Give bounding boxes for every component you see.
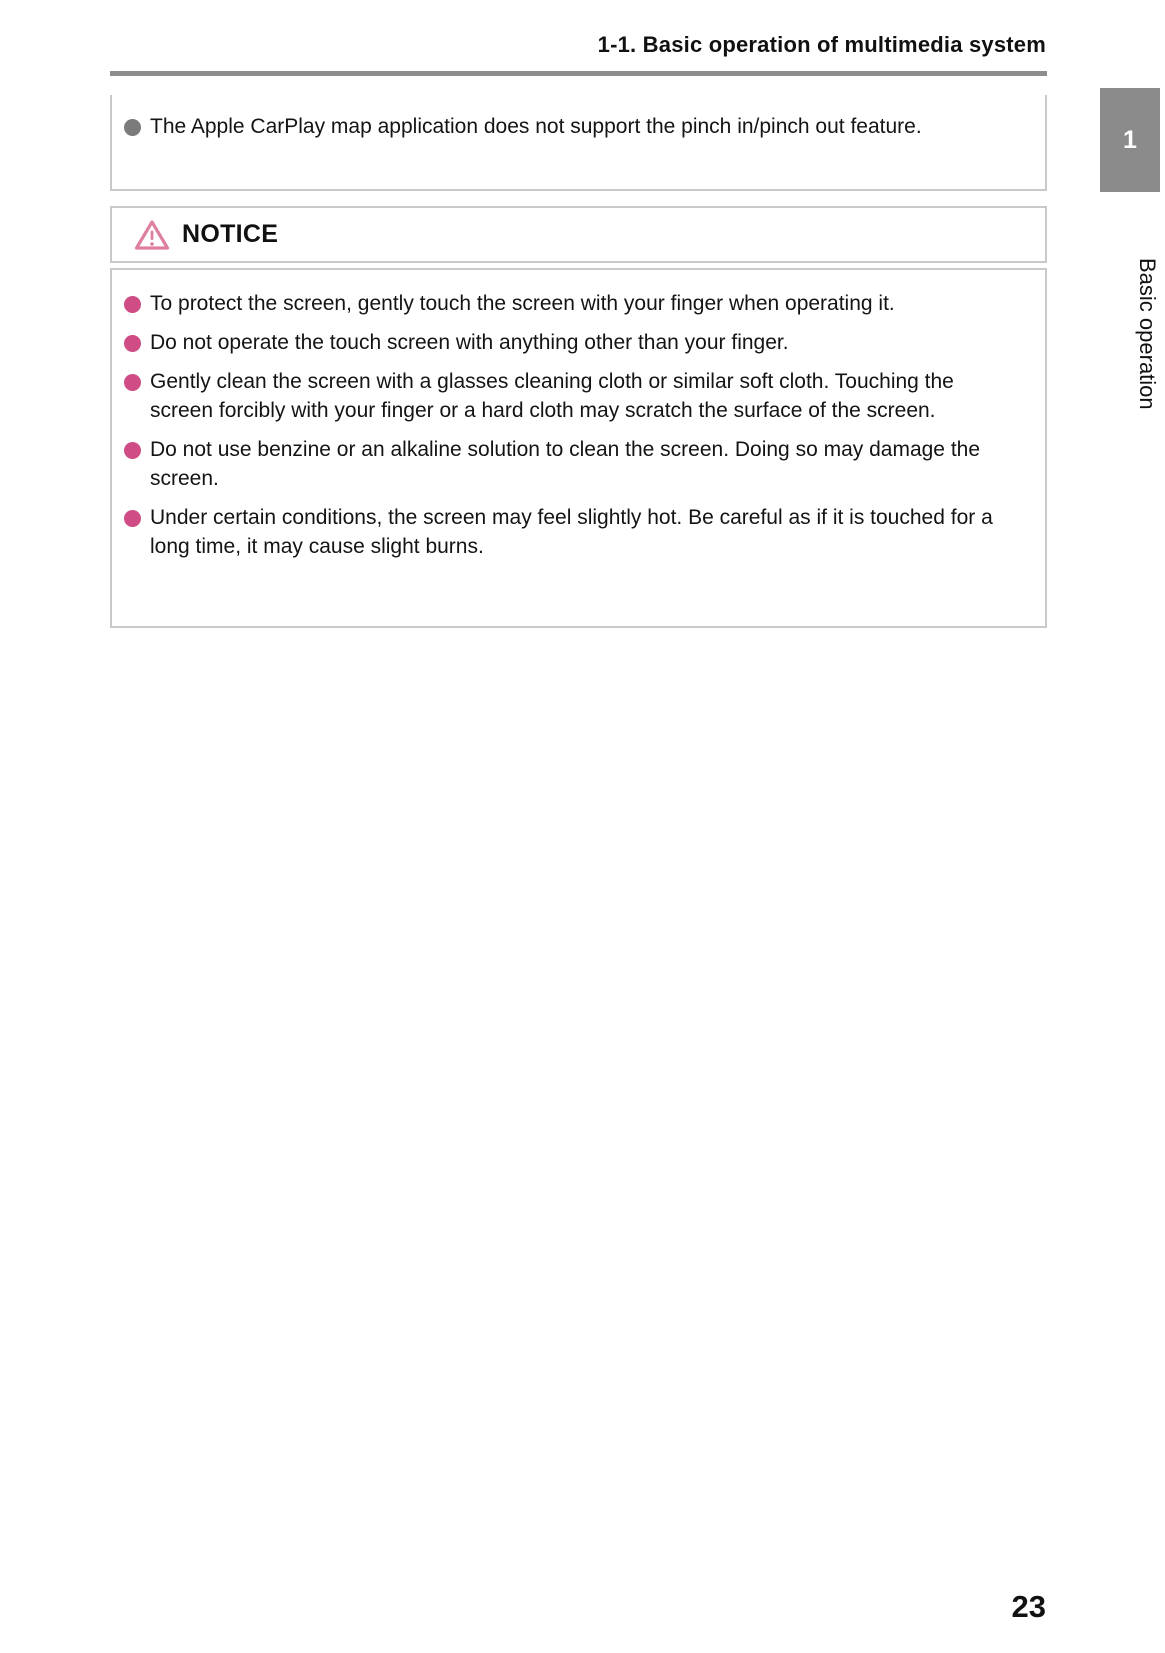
list-item xyxy=(124,328,1019,357)
notice-title: NOTICE xyxy=(182,220,279,248)
note-text: The Apple CarPlay map application does not support the pinch in/pinch out feature. xyxy=(150,115,922,138)
bullet-icon xyxy=(124,510,141,527)
notice-item-text: To protect the screen, gently touch the screen with your finger when operating it. xyxy=(150,292,895,315)
list-item xyxy=(124,503,1019,561)
list-item xyxy=(124,367,1019,425)
bullet-icon xyxy=(124,442,141,459)
chapter-tab xyxy=(1100,88,1160,192)
chapter-number: 1 xyxy=(1123,125,1137,154)
notice-item-text: Do not use benzine or an alkaline solution to clean the screen. Doing so may damage the screen. xyxy=(150,438,981,490)
header-divider xyxy=(110,71,1047,76)
continuation-note-box xyxy=(110,95,1047,191)
chapter-label: Basic operation xyxy=(1135,258,1160,410)
list-item xyxy=(124,112,1019,141)
notice-body-box xyxy=(110,268,1047,628)
bullet-icon xyxy=(124,374,141,391)
page-title: 1-1. Basic operation of multimedia system xyxy=(597,32,1046,57)
list-item xyxy=(124,435,1019,493)
notice-title-box xyxy=(110,206,1047,263)
notice-item-text: Gently clean the screen with a glasses cleaning cloth or similar soft cloth. Touching the screen forcibly with your finger or a hard cloth may scratch the surface of the screen. xyxy=(150,370,954,422)
notice-heading xyxy=(134,219,278,251)
list-item xyxy=(124,289,1019,318)
page-number: 23 xyxy=(1011,1589,1046,1624)
notice-item-text: Do not operate the touch screen with anything other than your finger. xyxy=(150,331,789,354)
bullet-icon xyxy=(124,119,141,136)
bullet-icon xyxy=(124,335,141,352)
notice-item-text: Under certain conditions, the screen may feel slightly hot. Be careful as if it is touched for a long time, it may cause slight burns. xyxy=(150,506,993,558)
bullet-icon xyxy=(124,296,141,313)
warning-triangle-icon xyxy=(134,219,170,251)
